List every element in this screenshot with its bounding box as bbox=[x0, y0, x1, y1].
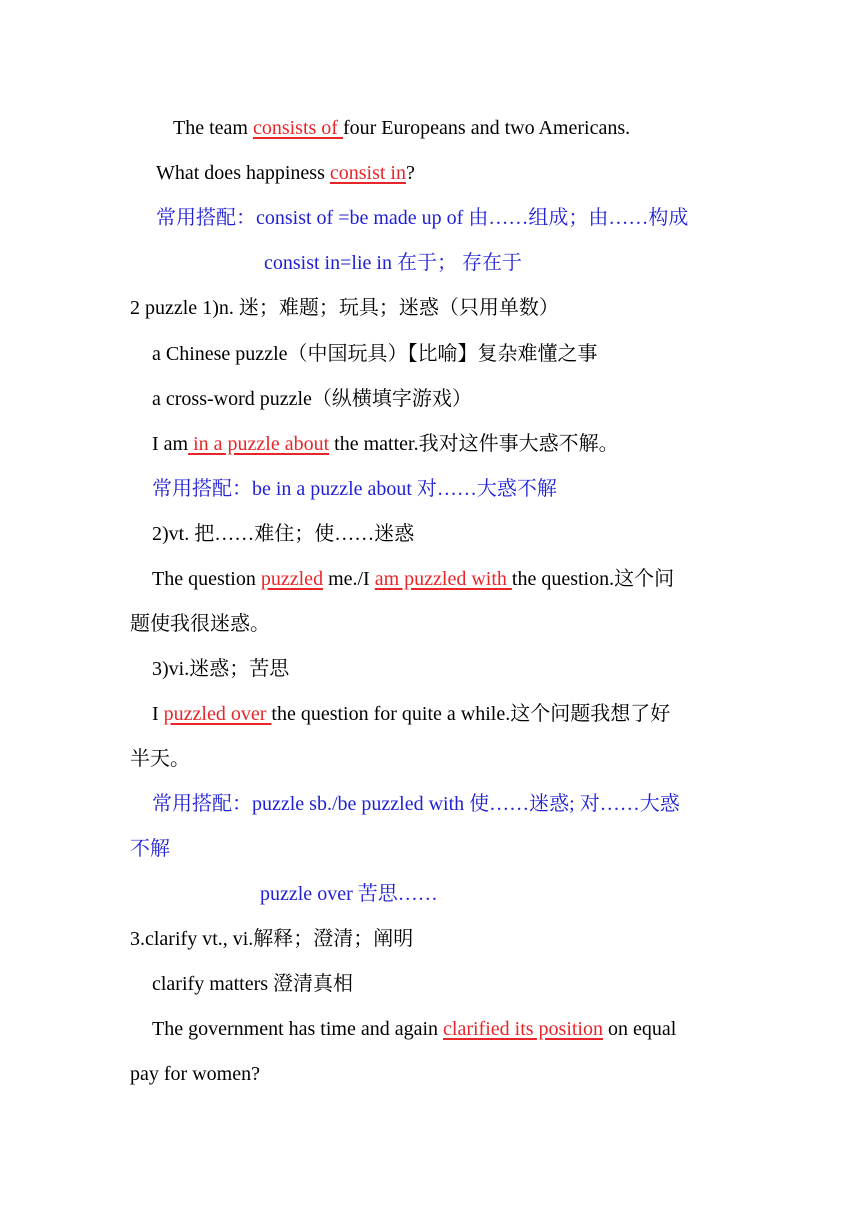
text: 半天。 bbox=[130, 748, 190, 770]
vocab-heading-clarify bbox=[130, 926, 860, 952]
text: puzzle over 苦思…… bbox=[260, 883, 438, 905]
highlight-phrase: clarified its position bbox=[443, 1018, 603, 1040]
text: The team bbox=[173, 117, 253, 139]
example-sentence bbox=[152, 701, 860, 727]
text: 2 puzzle 1)n. 迷；难题；玩具；迷惑（只用单数） bbox=[130, 297, 559, 319]
text: 常用搭配：puzzle sb./be puzzled with 使……迷惑; 对……大惑 bbox=[152, 793, 680, 815]
highlight-phrase: am puzzled with bbox=[374, 568, 512, 590]
example-sentence-consist-in bbox=[156, 160, 860, 186]
collocation-note-continued bbox=[130, 836, 860, 862]
highlight-phrase: consist in bbox=[329, 162, 406, 184]
example-sentence-continued bbox=[130, 611, 860, 637]
collocation-note bbox=[152, 791, 860, 817]
sense-heading bbox=[152, 521, 860, 547]
text: on equal bbox=[603, 1018, 677, 1040]
example-phrase bbox=[152, 971, 860, 997]
text: the question for quite a while.这个问题我想了好 bbox=[271, 703, 671, 725]
highlight-phrase: puzzled over bbox=[163, 703, 272, 725]
example-sentence bbox=[152, 431, 860, 457]
text: clarify matters 澄清真相 bbox=[152, 973, 354, 995]
text: I am bbox=[152, 433, 189, 455]
collocation-note bbox=[260, 881, 860, 907]
text: 常用搭配：consist of =be made up of 由……组成；由……构成 bbox=[156, 207, 689, 229]
text: ? bbox=[405, 162, 415, 184]
collocation-note bbox=[152, 476, 860, 502]
collocation-note bbox=[156, 205, 860, 231]
text: me./I bbox=[323, 568, 375, 590]
text: a Chinese puzzle（中国玩具）【比喻】复杂难懂之事 bbox=[152, 343, 598, 365]
text: four Europeans and two Americans. bbox=[342, 117, 631, 139]
text: The question bbox=[152, 568, 261, 590]
vocab-heading-puzzle bbox=[130, 295, 860, 321]
text: pay for women? bbox=[130, 1063, 260, 1085]
text: 题使我很迷惑。 bbox=[130, 613, 270, 635]
text: the matter.我对这件事大惑不解。 bbox=[329, 433, 619, 455]
text: What does happiness bbox=[156, 162, 330, 184]
text: 2)vt. 把……难住；使……迷惑 bbox=[152, 523, 415, 545]
text: 3.clarify vt., vi.解释；澄清；阐明 bbox=[130, 928, 414, 950]
example-phrase bbox=[152, 386, 860, 412]
text: the question.这个问 bbox=[511, 568, 675, 590]
example-phrase bbox=[152, 341, 860, 367]
example-sentence bbox=[152, 566, 860, 592]
highlight-phrase: in a puzzle about bbox=[188, 433, 330, 455]
text: The government has time and again bbox=[152, 1018, 444, 1040]
example-sentence-consist-of bbox=[173, 115, 860, 141]
collocation-note bbox=[264, 250, 860, 276]
highlight-phrase: puzzled bbox=[260, 568, 324, 590]
text: 不解 bbox=[130, 838, 170, 860]
example-sentence-continued bbox=[130, 746, 860, 772]
text: consist in=lie in 在于； 存在于 bbox=[264, 252, 522, 274]
text: a cross-word puzzle（纵横填字游戏） bbox=[152, 388, 472, 410]
highlight-phrase: consists of bbox=[252, 117, 343, 139]
text: 常用搭配：be in a puzzle about 对……大惑不解 bbox=[152, 478, 557, 500]
sense-heading bbox=[152, 656, 860, 682]
example-sentence bbox=[152, 1016, 860, 1042]
example-sentence-continued bbox=[130, 1061, 860, 1087]
text: I bbox=[152, 703, 164, 725]
text: 3)vi.迷惑；苦思 bbox=[152, 658, 290, 680]
